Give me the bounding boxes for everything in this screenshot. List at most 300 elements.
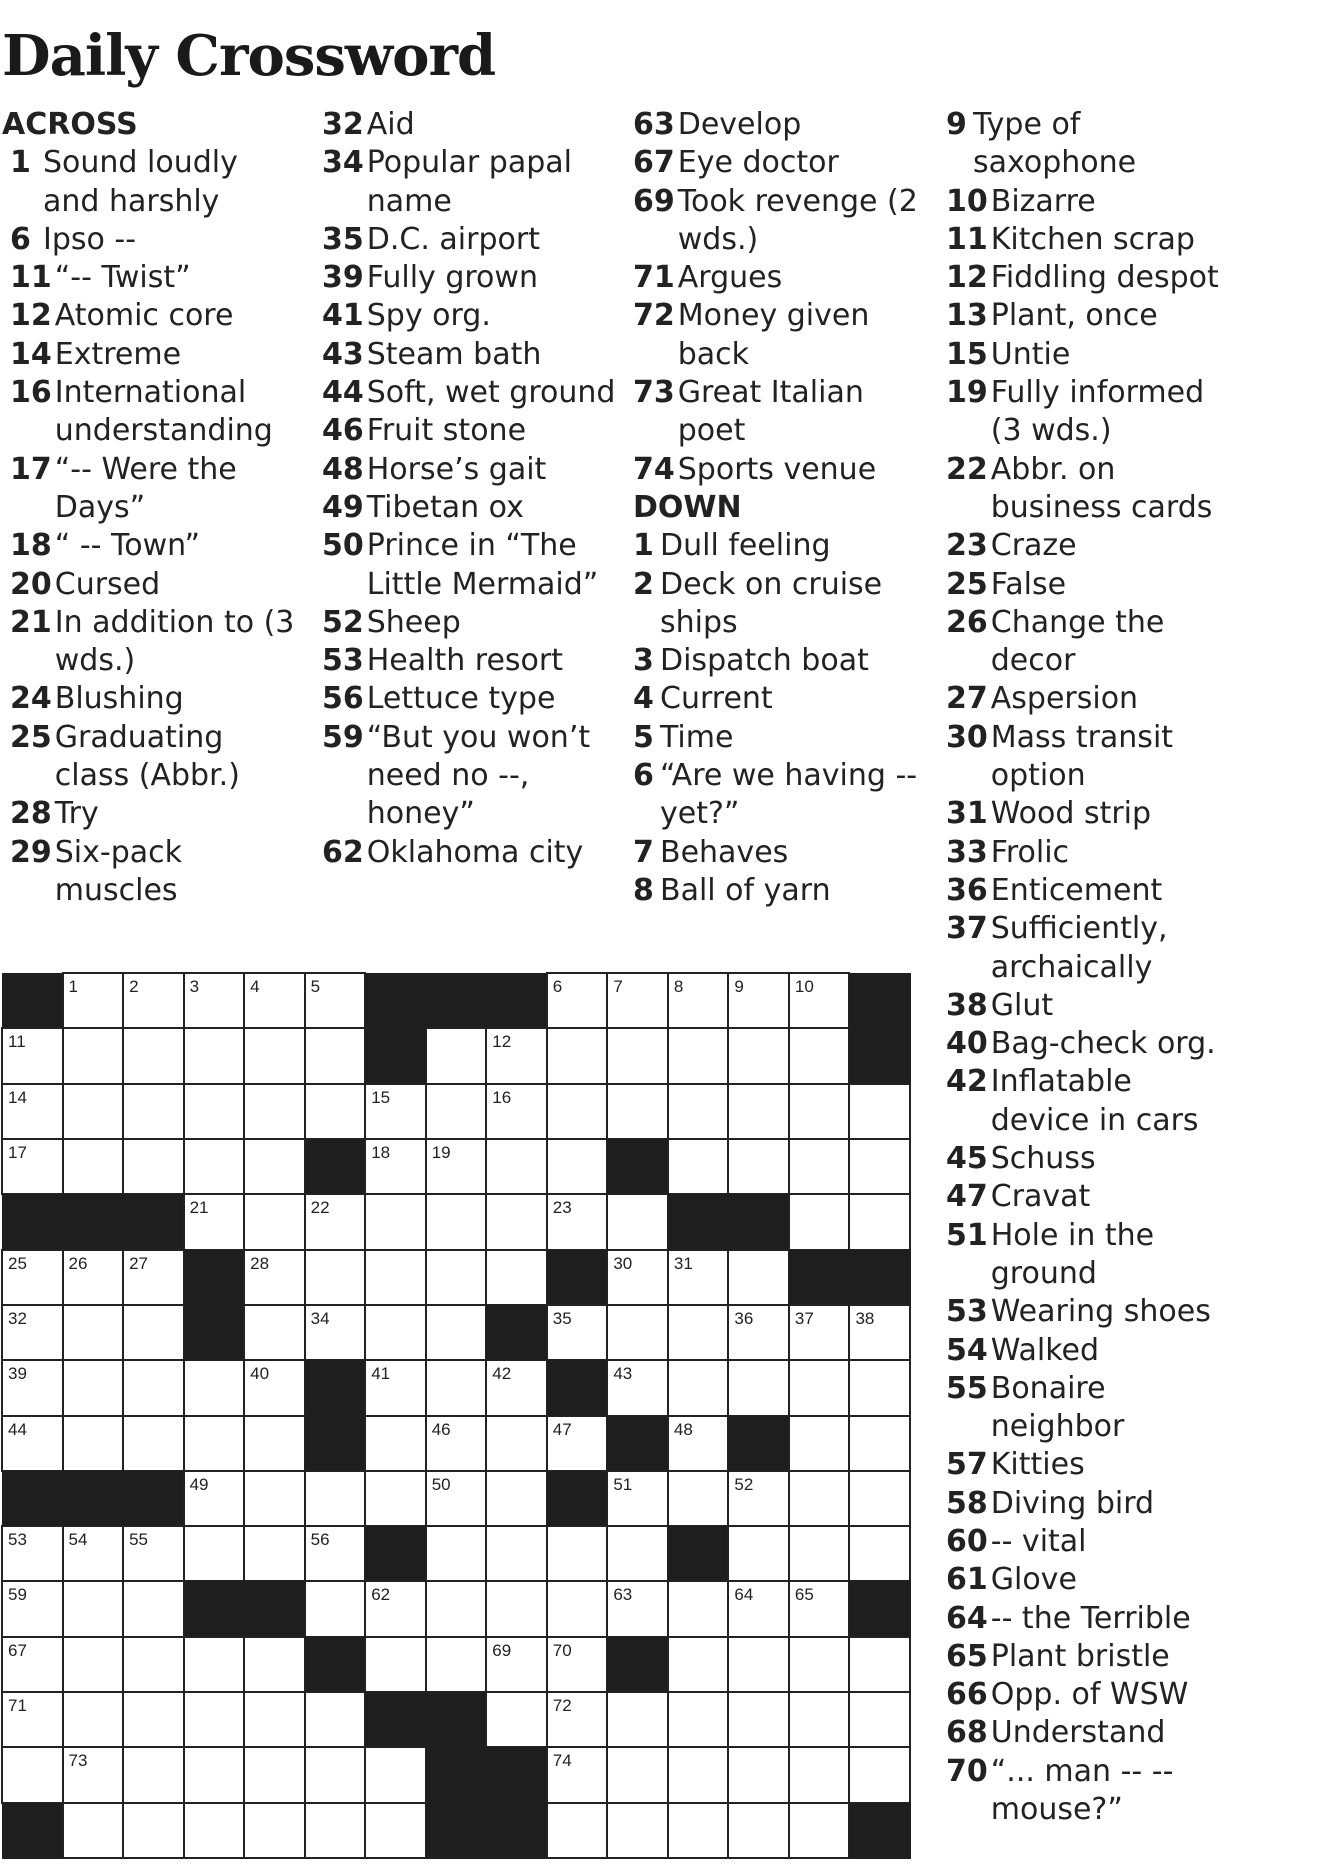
grid-cell[interactable]	[183, 972, 246, 1029]
grid-cell[interactable]	[788, 1083, 851, 1140]
clue-number: 11	[946, 221, 988, 257]
grid-cell[interactable]	[243, 1193, 306, 1250]
grid-cell[interactable]	[485, 1415, 548, 1472]
clue-number: 49	[322, 489, 364, 525]
clue-text: Wood strip	[990, 796, 1152, 832]
grid-cell[interactable]	[727, 1027, 790, 1084]
grid-cell[interactable]	[183, 1083, 246, 1140]
black-square	[63, 1471, 125, 1527]
grid-cell[interactable]	[667, 1746, 730, 1803]
grid-cell[interactable]	[183, 1359, 246, 1416]
grid-cell[interactable]	[425, 1470, 488, 1527]
down-clue-66	[946, 1676, 1236, 1714]
clue-number: 42	[946, 1064, 988, 1100]
clue-number: 1	[10, 145, 31, 181]
grid-cell[interactable]	[364, 1304, 427, 1361]
black-square	[547, 1471, 609, 1527]
grid-cell[interactable]	[243, 1304, 306, 1361]
clue-number: 7	[633, 834, 654, 870]
grid-cell[interactable]	[788, 972, 851, 1029]
cell-number: 6	[552, 977, 563, 996]
grid-cell[interactable]	[183, 1691, 246, 1748]
clue-number: 73	[633, 375, 675, 411]
cell-number: 2	[129, 977, 139, 996]
grid-cell[interactable]	[1, 1746, 64, 1803]
grid-cell[interactable]	[243, 1359, 306, 1416]
grid-cell[interactable]	[122, 1580, 185, 1637]
grid-cell[interactable]	[243, 1746, 306, 1803]
grid-cell[interactable]	[848, 1415, 911, 1472]
grid-cell[interactable]	[425, 1138, 488, 1195]
grid-cell[interactable]	[1, 1027, 64, 1084]
grid-cell[interactable]	[727, 1525, 790, 1582]
across-clue-17	[2, 451, 302, 528]
grid-cell[interactable]	[62, 1359, 125, 1416]
across-list-1	[2, 144, 302, 910]
grid-cell[interactable]	[667, 1470, 730, 1527]
grid-cell[interactable]	[62, 1802, 125, 1859]
grid-cell[interactable]	[304, 1691, 367, 1748]
down-clue-13	[946, 297, 1236, 335]
grid-cell[interactable]	[364, 1415, 427, 1472]
grid-cell[interactable]	[304, 1470, 367, 1527]
grid-cell[interactable]	[122, 1746, 185, 1803]
across-clue-12	[2, 297, 302, 335]
grid-cell[interactable]	[667, 1249, 730, 1306]
grid-cell[interactable]	[304, 1083, 367, 1140]
grid-cell[interactable]	[727, 1249, 790, 1306]
grid-cell[interactable]	[788, 1470, 851, 1527]
grid-cell[interactable]	[485, 1193, 548, 1250]
down-clue-23	[946, 527, 1236, 565]
grid-cell[interactable]	[667, 1138, 730, 1195]
across-clue-56	[322, 680, 622, 718]
down-clue-26	[946, 604, 1236, 681]
grid-cell[interactable]	[606, 972, 669, 1029]
grid-cell[interactable]	[304, 1580, 367, 1637]
grid-cell[interactable]	[485, 1525, 548, 1582]
grid-cell[interactable]	[425, 1415, 488, 1472]
grid-cell[interactable]	[243, 1027, 306, 1084]
grid-cell[interactable]	[788, 1027, 851, 1084]
grid-cell[interactable]	[304, 1193, 367, 1250]
cell-number: 38	[855, 1308, 875, 1328]
grid-cell[interactable]	[788, 1304, 851, 1361]
grid-cell[interactable]	[485, 1027, 548, 1084]
across-list-3	[633, 106, 933, 489]
grid-cell[interactable]	[606, 1802, 669, 1859]
grid-cell[interactable]	[727, 1802, 790, 1859]
clue-text: Fully grown	[366, 260, 538, 296]
cell-number: 50	[431, 1474, 451, 1494]
grid-cell[interactable]	[304, 972, 367, 1029]
grid-cell[interactable]	[243, 1470, 306, 1527]
clue-text: Argues	[677, 260, 783, 296]
grid-cell[interactable]	[1, 1636, 64, 1693]
grid-cell[interactable]	[243, 1415, 306, 1472]
grid-cell[interactable]	[304, 1027, 367, 1084]
clue-text: Diving bird	[990, 1485, 1155, 1521]
grid-cell[interactable]	[667, 1580, 730, 1637]
grid-cell[interactable]	[848, 1083, 911, 1140]
grid-cell[interactable]	[425, 1525, 488, 1582]
down-clue-38	[946, 987, 1236, 1025]
grid-cell[interactable]	[183, 1746, 246, 1803]
grid-cell[interactable]	[788, 1580, 851, 1637]
grid-cell[interactable]	[364, 1802, 427, 1859]
grid-cell[interactable]	[546, 1580, 609, 1637]
grid-cell[interactable]	[62, 1525, 125, 1582]
grid-cell[interactable]	[364, 1636, 427, 1693]
grid-cell[interactable]	[1, 1083, 64, 1140]
grid-cell[interactable]	[727, 1304, 790, 1361]
grid-cell[interactable]	[122, 1138, 185, 1195]
grid-cell[interactable]	[62, 1249, 125, 1306]
grid-cell[interactable]	[727, 1138, 790, 1195]
across-clue-59	[322, 719, 622, 834]
grid-cell[interactable]	[183, 1802, 246, 1859]
grid-cell[interactable]	[606, 1470, 669, 1527]
grid-cell[interactable]	[243, 1525, 306, 1582]
grid-cell[interactable]	[243, 1802, 306, 1859]
clue-text: Aspersion	[990, 681, 1139, 717]
down-clue-12	[946, 259, 1236, 297]
grid-cell[interactable]	[667, 1415, 730, 1472]
clue-text: Prince in “The Little Mermaid”	[366, 528, 599, 602]
grid-cell[interactable]	[62, 1415, 125, 1472]
grid-cell[interactable]	[727, 1636, 790, 1693]
black-square	[547, 1250, 609, 1306]
grid-cell[interactable]	[546, 1083, 609, 1140]
grid-cell[interactable]	[122, 1691, 185, 1748]
grid-cell[interactable]	[546, 1525, 609, 1582]
cell-number: 9	[734, 977, 744, 996]
grid-cell[interactable]	[727, 1691, 790, 1748]
clue-number: 21	[10, 604, 52, 640]
clue-text: Mass transit option	[990, 719, 1174, 794]
crossword-grid	[2, 973, 910, 1858]
cell-number: 69	[492, 1640, 512, 1660]
grid-cell[interactable]	[848, 1636, 911, 1693]
grid-cell[interactable]	[364, 1470, 427, 1527]
cell-number: 73	[68, 1751, 88, 1771]
grid-cell[interactable]	[1, 1415, 64, 1472]
grid-cell[interactable]	[788, 1525, 851, 1582]
grid-cell[interactable]	[364, 1138, 427, 1195]
grid-cell[interactable]	[183, 1525, 246, 1582]
black-square	[668, 1194, 730, 1250]
clue-text: Fruit stone	[366, 413, 527, 449]
grid-cell[interactable]	[848, 1138, 911, 1195]
clue-text: Health resort	[366, 643, 564, 679]
clue-number: 64	[946, 1600, 988, 1636]
clue-number: 25	[10, 719, 52, 755]
down-clue-68	[946, 1714, 1236, 1752]
grid-cell[interactable]	[667, 1691, 730, 1748]
grid-cell[interactable]	[122, 1636, 185, 1693]
cell-number: 63	[613, 1585, 633, 1605]
grid-cell[interactable]	[62, 1636, 125, 1693]
grid-cell[interactable]	[1, 1525, 64, 1582]
grid-cell[interactable]	[183, 1138, 246, 1195]
grid-cell[interactable]	[122, 1525, 185, 1582]
grid-cell[interactable]	[304, 1802, 367, 1859]
grid-cell[interactable]	[667, 1802, 730, 1859]
clue-number: 27	[946, 681, 988, 717]
grid-cell[interactable]	[848, 1359, 911, 1416]
grid-cell[interactable]	[243, 1249, 306, 1306]
clue-number: 13	[946, 298, 988, 334]
grid-cell[interactable]	[485, 1470, 548, 1527]
grid-cell[interactable]	[364, 1249, 427, 1306]
grid-cell[interactable]	[546, 1138, 609, 1195]
grid-cell[interactable]	[122, 1304, 185, 1361]
grid-cell[interactable]	[243, 1691, 306, 1748]
grid-cell[interactable]	[122, 1415, 185, 1472]
cell-number: 10	[794, 977, 814, 996]
grid-cell[interactable]	[62, 1691, 125, 1748]
grid-cell[interactable]	[183, 1636, 246, 1693]
cell-number: 72	[552, 1696, 572, 1716]
grid-cell[interactable]	[848, 1691, 911, 1748]
grid-cell[interactable]	[485, 1636, 548, 1693]
clue-text: Dull feeling	[660, 528, 831, 564]
grid-cell[interactable]	[485, 1580, 548, 1637]
grid-cell[interactable]	[788, 1691, 851, 1748]
grid-cell[interactable]	[364, 1359, 427, 1416]
grid-cell[interactable]	[546, 1636, 609, 1693]
clue-number: 25	[946, 566, 988, 602]
clue-number: 9	[946, 107, 967, 142]
clue-text: Time	[660, 719, 734, 755]
grid-cell[interactable]	[425, 1304, 488, 1361]
grid-cell[interactable]	[62, 1027, 125, 1084]
clue-number: 6	[10, 221, 31, 257]
grid-cell[interactable]	[546, 1415, 609, 1472]
grid-cell[interactable]	[304, 1304, 367, 1361]
down-clue-30	[946, 719, 1236, 796]
grid-cell[interactable]	[606, 1304, 669, 1361]
clue-text: Plant bristle	[990, 1638, 1170, 1674]
across-clue-35	[322, 221, 622, 259]
grid-cell[interactable]	[606, 1580, 669, 1637]
grid-cell[interactable]	[848, 1304, 911, 1361]
grid-cell[interactable]	[788, 1746, 851, 1803]
grid-cell[interactable]	[727, 1580, 790, 1637]
grid-cell[interactable]	[606, 1359, 669, 1416]
cell-number: 54	[68, 1530, 88, 1550]
clue-text: Glut	[990, 987, 1054, 1023]
grid-cell[interactable]	[727, 1470, 790, 1527]
clue-number: 52	[322, 604, 364, 640]
grid-cell[interactable]	[485, 1249, 548, 1306]
grid-cell[interactable]	[727, 1083, 790, 1140]
grid-cell[interactable]	[1, 1249, 64, 1306]
grid-cell[interactable]	[546, 1193, 609, 1250]
clue-text: Dispatch boat	[660, 643, 869, 679]
down-clue-25	[946, 566, 1236, 604]
grid-cell[interactable]	[243, 1138, 306, 1195]
grid-cell[interactable]	[304, 1525, 367, 1582]
grid-cell[interactable]	[364, 1193, 427, 1250]
clue-text: False	[990, 566, 1067, 602]
grid-cell[interactable]	[667, 1636, 730, 1693]
grid-cell[interactable]	[122, 1083, 185, 1140]
down-clue-9	[946, 106, 1236, 183]
grid-cell[interactable]	[304, 1249, 367, 1306]
clue-text: Cursed	[54, 566, 161, 602]
clue-text: Money given back	[677, 298, 870, 372]
grid-cell[interactable]	[304, 1746, 367, 1803]
clue-text: Understand	[990, 1715, 1166, 1751]
grid-cell[interactable]	[546, 1746, 609, 1803]
cell-number: 23	[552, 1198, 572, 1218]
grid-cell[interactable]	[788, 1802, 851, 1859]
grid-cell[interactable]	[788, 1415, 851, 1472]
clue-column-3	[633, 106, 933, 910]
black-square	[2, 1194, 64, 1250]
clue-text: “-- Were the Days”	[54, 451, 237, 525]
down-clue-15	[946, 336, 1236, 374]
down-header: DOWN	[633, 489, 742, 525]
grid-cell[interactable]	[122, 1359, 185, 1416]
grid-cell[interactable]	[667, 972, 730, 1029]
grid-cell[interactable]	[546, 972, 609, 1029]
grid-cell[interactable]	[243, 1636, 306, 1693]
grid-cell[interactable]	[788, 1138, 851, 1195]
clue-number: 32	[322, 107, 364, 142]
grid-cell[interactable]	[546, 1691, 609, 1748]
black-square	[365, 1526, 427, 1582]
grid-cell[interactable]	[667, 1083, 730, 1140]
grid-cell[interactable]	[62, 1580, 125, 1637]
grid-cell[interactable]	[425, 1083, 488, 1140]
grid-cell[interactable]	[183, 1415, 246, 1472]
grid-cell[interactable]	[848, 1525, 911, 1582]
grid-cell[interactable]	[364, 1083, 427, 1140]
grid-cell[interactable]	[364, 1746, 427, 1803]
clue-text: Horse’s gait	[366, 451, 547, 487]
grid-cell[interactable]	[62, 1083, 125, 1140]
grid-cell[interactable]	[122, 1027, 185, 1084]
grid-cell[interactable]	[546, 1802, 609, 1859]
grid-cell[interactable]	[122, 972, 185, 1029]
grid-cell[interactable]	[425, 1193, 488, 1250]
cell-number: 16	[492, 1087, 512, 1107]
grid-cell[interactable]	[727, 972, 790, 1029]
cell-number: 25	[8, 1253, 27, 1273]
grid-cell[interactable]	[606, 1691, 669, 1748]
grid-cell[interactable]	[1, 1359, 64, 1416]
down-clue-1	[633, 527, 933, 565]
grid-cell[interactable]	[425, 1249, 488, 1306]
grid-cell[interactable]	[364, 1580, 427, 1637]
grid-cell[interactable]	[1, 1138, 64, 1195]
across-clue-39	[322, 259, 622, 297]
grid-cell[interactable]	[425, 1580, 488, 1637]
grid-cell[interactable]	[183, 1470, 246, 1527]
grid-cell[interactable]	[606, 1193, 669, 1250]
grid-cell[interactable]	[848, 1470, 911, 1527]
grid-cell[interactable]	[606, 1027, 669, 1084]
clue-number: 53	[946, 1294, 988, 1330]
grid-cell[interactable]	[183, 1027, 246, 1084]
grid-cell[interactable]	[425, 1359, 488, 1416]
clue-number: 43	[322, 336, 364, 372]
grid-cell[interactable]	[606, 1525, 669, 1582]
clue-text: Bizarre	[990, 183, 1096, 219]
grid-cell[interactable]	[606, 1249, 669, 1306]
clue-text: Develop	[677, 107, 802, 142]
grid-cell[interactable]	[727, 1359, 790, 1416]
clue-number: 62	[322, 834, 364, 870]
grid-cell[interactable]	[243, 1083, 306, 1140]
clue-number: 23	[946, 528, 988, 564]
clue-number: 67	[633, 145, 675, 181]
clue-number: 33	[946, 834, 988, 870]
black-square	[305, 1360, 367, 1416]
grid-cell[interactable]	[62, 1746, 125, 1803]
grid-cell[interactable]	[546, 1304, 609, 1361]
across-clue-41	[322, 297, 622, 335]
grid-cell[interactable]	[667, 1359, 730, 1416]
grid-cell[interactable]	[485, 1359, 548, 1416]
black-square	[244, 1581, 306, 1637]
grid-cell[interactable]	[485, 1138, 548, 1195]
grid-cell[interactable]	[425, 1027, 488, 1084]
grid-cell[interactable]	[485, 1083, 548, 1140]
grid-cell[interactable]	[1, 1580, 64, 1637]
cell-number: 67	[8, 1640, 27, 1660]
grid-cell[interactable]	[243, 972, 306, 1029]
cell-number: 42	[492, 1364, 512, 1384]
across-clue-32	[322, 106, 622, 144]
grid-cell[interactable]	[848, 1193, 911, 1250]
grid-cell[interactable]	[546, 1027, 609, 1084]
grid-cell[interactable]	[183, 1193, 246, 1250]
black-square	[728, 1416, 790, 1472]
cell-number: 19	[431, 1142, 451, 1162]
grid-cell[interactable]	[788, 1359, 851, 1416]
grid-cell[interactable]	[788, 1636, 851, 1693]
grid-cell[interactable]	[1, 1304, 64, 1361]
clue-text: Popular papal name	[366, 145, 572, 219]
grid-cell[interactable]	[727, 1746, 790, 1803]
grid-cell[interactable]	[485, 1691, 548, 1748]
grid-cell[interactable]	[788, 1193, 851, 1250]
across-clue-25	[2, 719, 302, 796]
grid-cell[interactable]	[62, 1304, 125, 1361]
grid-cell[interactable]	[606, 1746, 669, 1803]
grid-cell[interactable]	[425, 1636, 488, 1693]
down-clue-36	[946, 872, 1236, 910]
down-clue-42	[946, 1063, 1236, 1140]
grid-cell[interactable]	[62, 1138, 125, 1195]
clue-number: 50	[322, 528, 364, 564]
cell-number: 70	[552, 1640, 572, 1660]
grid-cell[interactable]	[848, 1746, 911, 1803]
grid-cell[interactable]	[122, 1249, 185, 1306]
grid-cell[interactable]	[606, 1083, 669, 1140]
grid-cell[interactable]	[122, 1802, 185, 1859]
grid-cell[interactable]	[1, 1691, 64, 1748]
grid-cell[interactable]	[62, 972, 125, 1029]
clue-text: Type of saxophone	[973, 107, 1137, 181]
grid-cell[interactable]	[667, 1027, 730, 1084]
black-square	[849, 1028, 911, 1084]
clue-text: Cravat	[990, 1179, 1091, 1215]
grid-cell[interactable]	[667, 1304, 730, 1361]
